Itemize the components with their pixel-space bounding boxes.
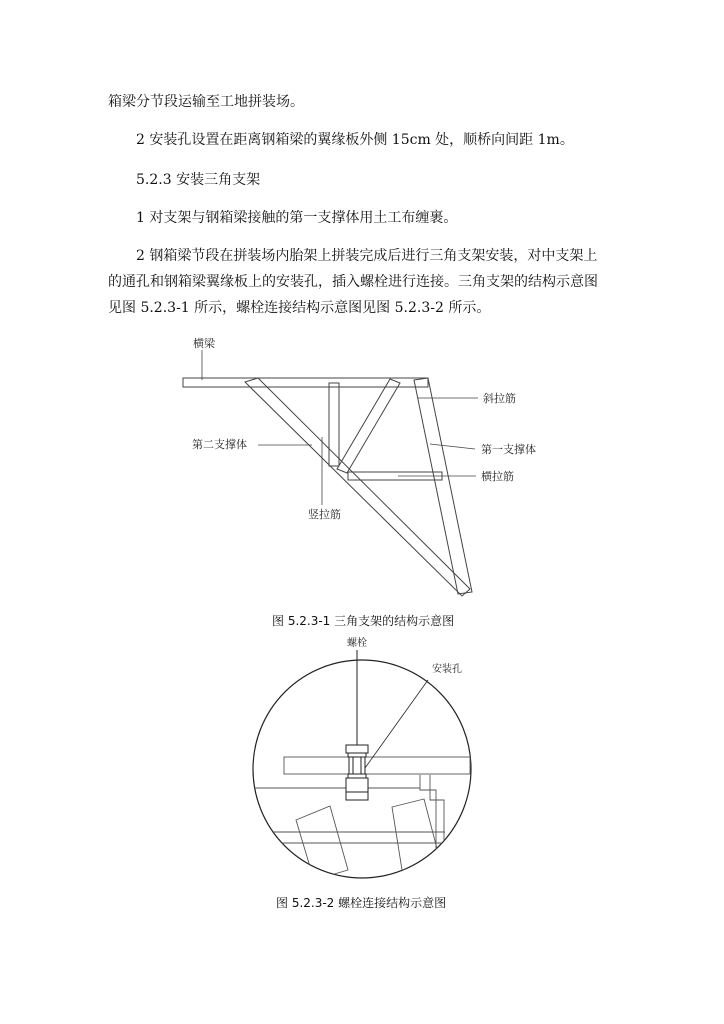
label-install-hole: 安装孔 xyxy=(432,664,462,675)
label-bolt: 螺栓 xyxy=(347,638,367,649)
paragraph-text: 1 对支架与钢箱梁接触的第一支撑体用土工布缠裹。 xyxy=(136,210,458,226)
label-crossbeam: 横梁 xyxy=(193,337,215,350)
paragraph-text: 2 安装孔设置在距离钢箱梁的翼缘板外侧 15cm 处，顺桥向间距 1m。 xyxy=(136,132,574,148)
label-diagonal: 斜拉筋 xyxy=(483,392,516,405)
label-first-support: 第一支撑体 xyxy=(481,443,536,456)
figure-caption: 图 5.2.3-2 螺栓连接结构示意图 xyxy=(276,896,447,910)
paragraph-text: 见图 5.2.3-1 所示，螺栓连接结构示意图见图 5.2.3-2 所示。 xyxy=(108,300,491,316)
paragraph-text: 的通孔和钢箱梁翼缘板上的安装孔，插入螺栓进行连接。三角支架的结构示意图 xyxy=(108,274,598,290)
leader-line xyxy=(365,680,428,768)
paragraph-text: 2 钢箱梁节段在拼装场内胎架上拼装完成后进行三角支架安装，对中支架上 xyxy=(136,248,598,264)
bolt-washer-bottom xyxy=(348,774,366,778)
section-heading: 5.2.3 安装三角支架 xyxy=(136,172,261,188)
vertical-plate-line xyxy=(430,775,444,880)
bolt-connection-diagram xyxy=(0,630,724,890)
label-second-support: 第二支撑体 xyxy=(192,438,247,451)
flange-plate-shape xyxy=(284,757,470,774)
bolt-washer-top xyxy=(348,753,366,757)
diagonal-rod-shape xyxy=(337,379,400,473)
bolt-body xyxy=(349,757,365,774)
bolt-nut-top xyxy=(346,745,368,753)
vertical-plate-line xyxy=(420,775,436,880)
tilted-block-shape xyxy=(392,799,440,870)
label-vertical: 竖拉筋 xyxy=(308,508,341,521)
leader-line xyxy=(430,444,475,449)
triangle-support-diagram xyxy=(0,330,724,630)
figure-caption: 图 5.2.3-1 三角支架的结构示意图 xyxy=(272,614,455,628)
bolt-nut-bottom xyxy=(346,778,368,800)
label-horizontal: 横拉筋 xyxy=(481,470,514,483)
paragraph-text: 箱梁分节段运输至工地拼装场。 xyxy=(108,94,304,110)
